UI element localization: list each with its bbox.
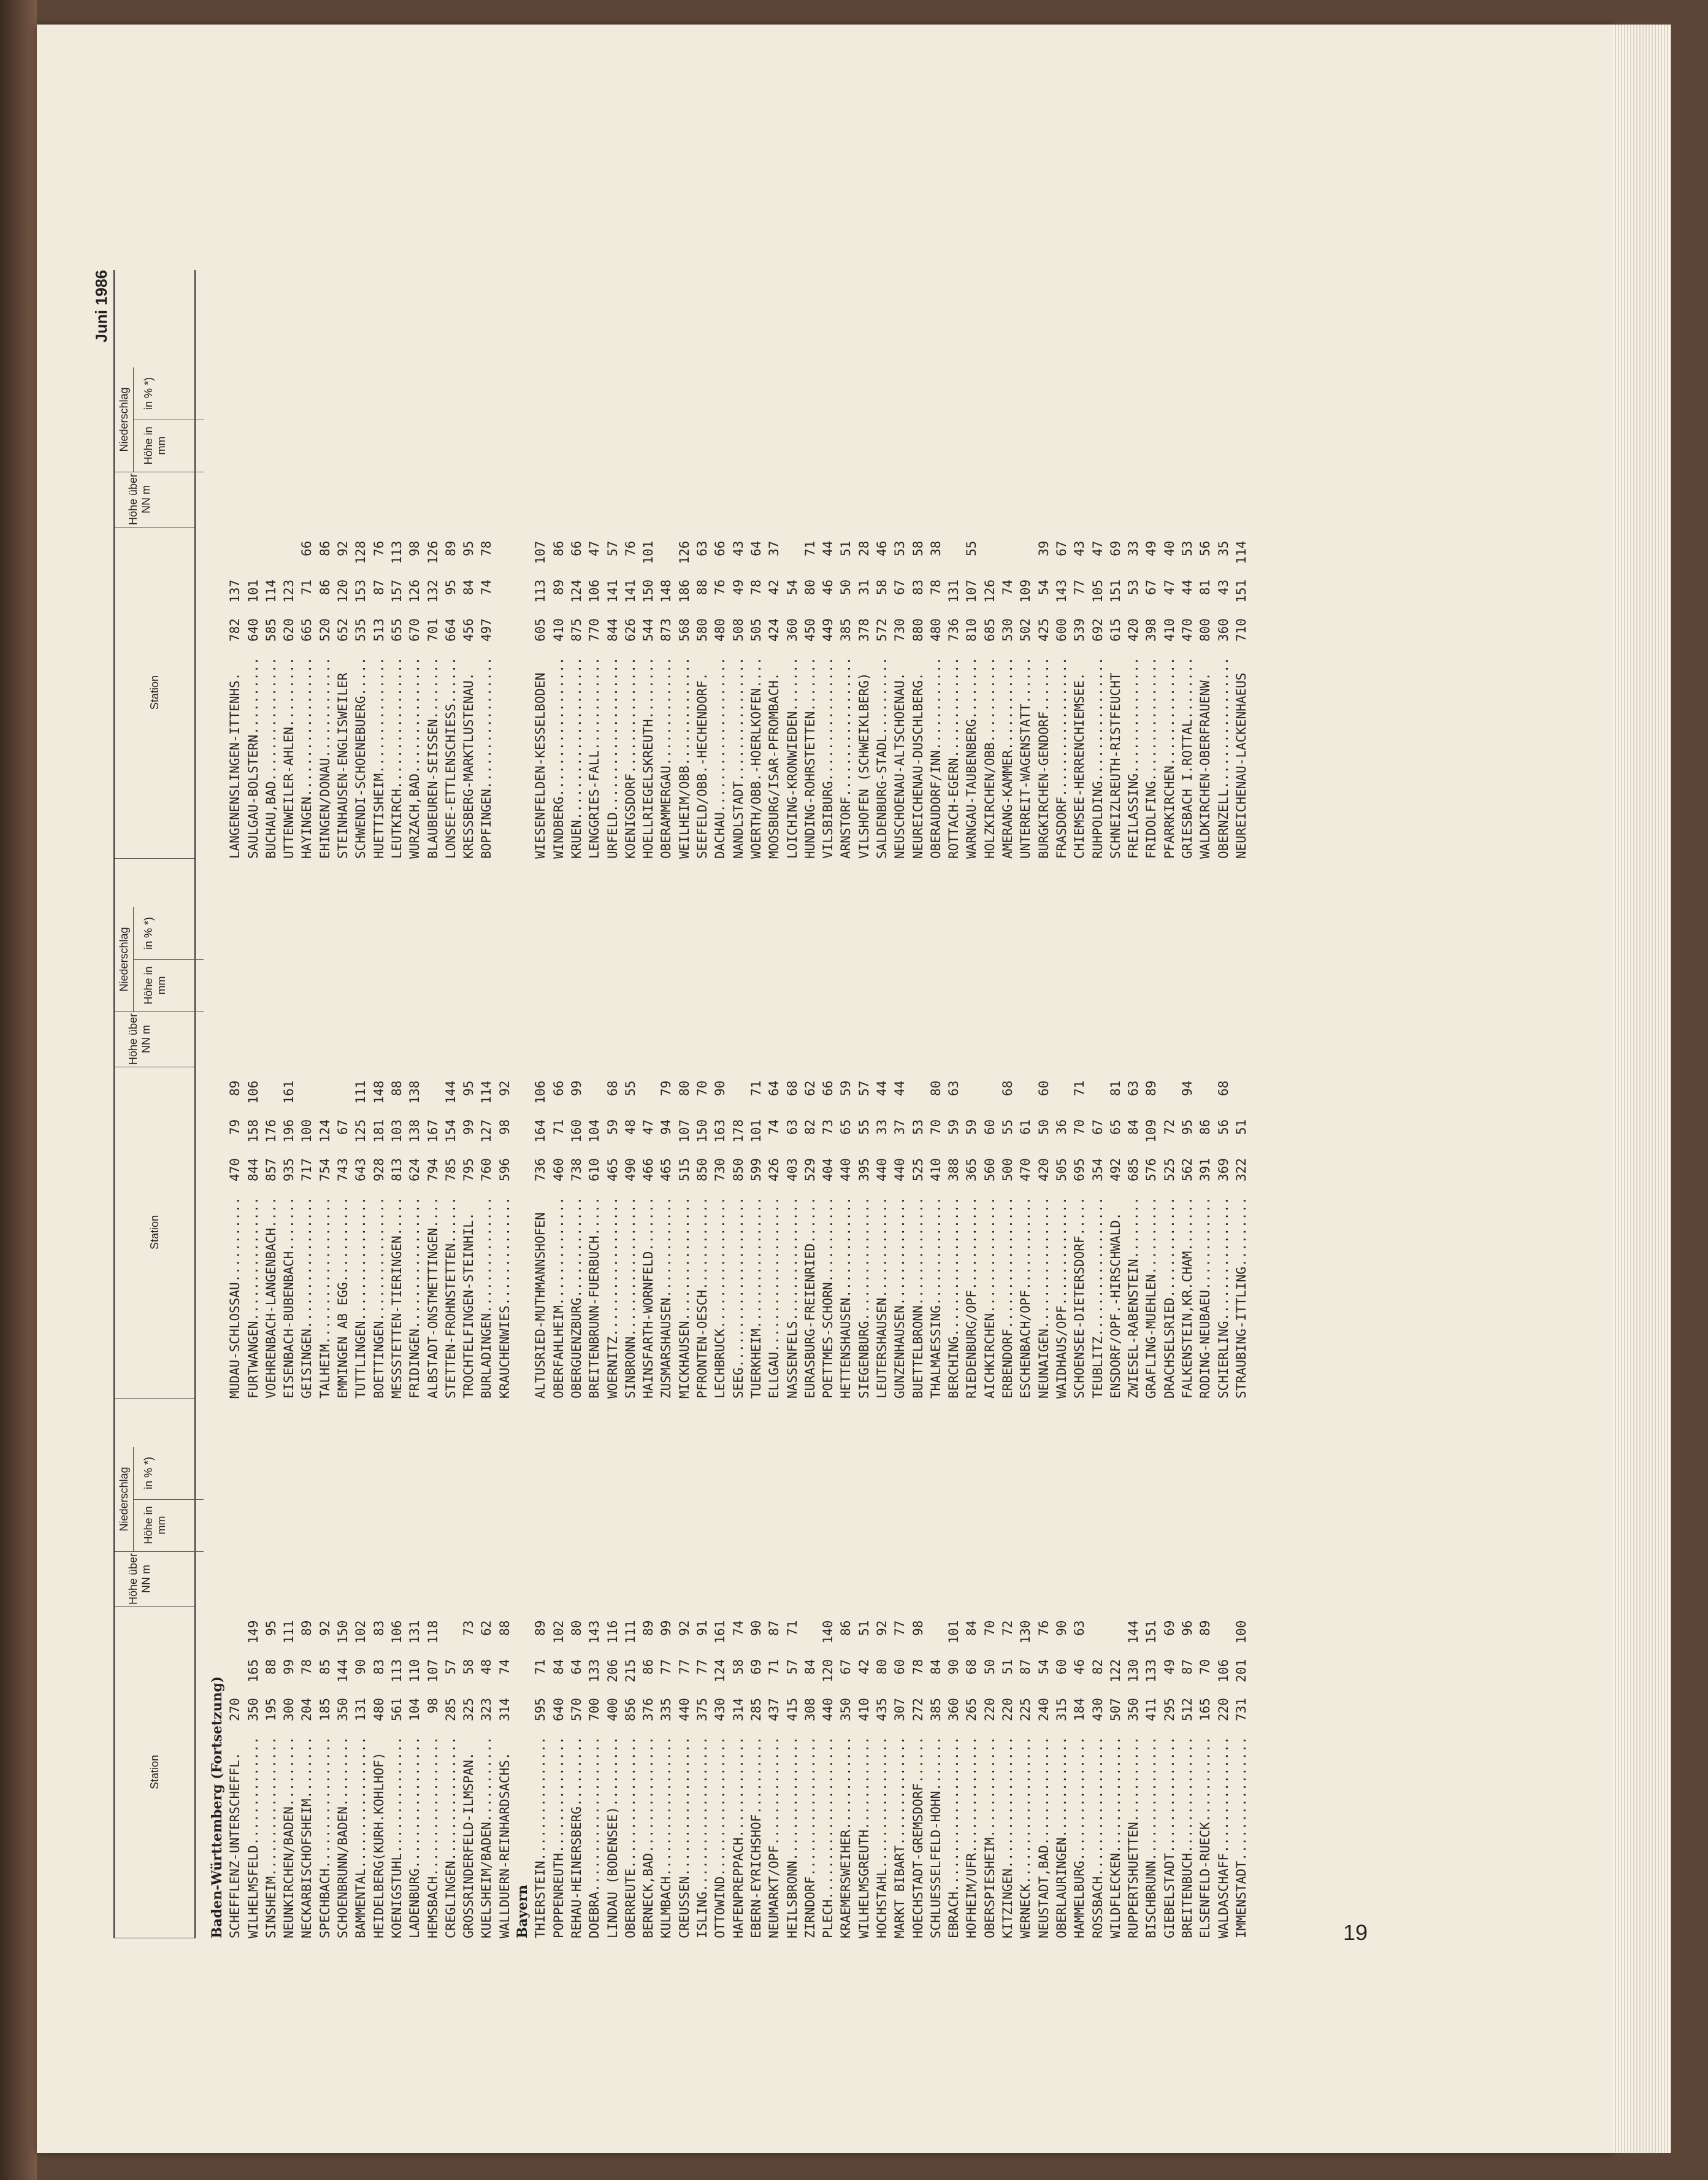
table-row: FRIDINGEN................. 624 138 138 xyxy=(407,1080,423,1399)
table-row: OBERLAURINGEN............. 315 60 90 xyxy=(1054,1620,1069,1938)
table-row: PLECH..................... 440 120 140 xyxy=(821,1620,836,1938)
table-row: OBERFAHLHEIM.............. 460 71 66 xyxy=(551,1080,566,1399)
page-edge xyxy=(1613,25,1671,2153)
table-row: SIEGENBURG................ 395 55 57 xyxy=(856,1080,871,1399)
table-row: BREITENBRUNN-FUERBUCH..... 610 104 xyxy=(587,1080,602,1399)
table-row: LOICHING-KRONWIEDEN....... 360 54 xyxy=(784,540,800,859)
station-header: Station xyxy=(115,1606,194,1938)
height-header: Höhe über NN m xyxy=(115,1011,194,1067)
table-row: BREITENBUCH............... 512 87 96 xyxy=(1180,1620,1195,1938)
table-row: EISENBACH-BUBENBACH....... 935 196 161 xyxy=(281,1080,297,1399)
table-row: ENSDORF/OPF.-HIRSCHWALD. 492 65 81 xyxy=(1108,1080,1123,1399)
table-row: HOLZKIRCHEN/OBB........... 685 126 xyxy=(982,540,997,859)
month-label: Juni 1986 xyxy=(92,270,110,343)
table-row: HEIDELBERG(KURH.KOHLHOF) 480 83 83 xyxy=(371,1620,386,1938)
table-row: NEUREICHENAU-DUSCHLBERG. 880 83 58 xyxy=(910,540,925,859)
table-row: OBERAMMERGAU.............. 873 148 xyxy=(659,540,674,859)
blank-row xyxy=(514,1081,532,1399)
table-row: MOOSBURG/ISAR-PFROMBACH. 424 42 37 xyxy=(767,540,782,859)
table-row: HOELLRIEGELSKREUTH........ 544 150 101 xyxy=(641,540,656,859)
table-row: VOEHRENBACH-LANGENBACH.... 857 176 xyxy=(263,1080,278,1399)
table-row: GRIESBACH I.ROTTAL........ 470 44 53 xyxy=(1180,540,1195,859)
table-row: OBERNZELL................. 360 43 35 xyxy=(1216,540,1231,859)
table-row: STRAUBING-ITTLING......... 322 51 xyxy=(1233,1080,1249,1399)
table-row: KRUEN..................... 875 124 66 xyxy=(569,540,584,859)
table-row: SPECHBACH................. 185 85 92 xyxy=(317,1620,332,1938)
table-row: HETTENSHAUSEN............. 440 65 59 xyxy=(838,1080,854,1399)
table-row: NEUNKIRCHEN/BADEN......... 300 99 111 xyxy=(281,1620,297,1938)
table-row: ZIRNDORF.................. 308 84 xyxy=(802,1620,818,1938)
table-row: SEEG...................... 850 178 xyxy=(730,1080,746,1399)
table-row: DRACHSELSRIED............. 525 72 xyxy=(1162,1080,1177,1399)
table-row: EBERN-EYRICHSHOF.......... 285 69 90 xyxy=(748,1620,764,1938)
table-row: HAMMELBURG................ 184 46 63 xyxy=(1072,1620,1087,1938)
table-row: HUETTISHEIM............... 513 87 76 xyxy=(371,540,386,859)
table-row: BLAUBEUREN-SEISSEN........ 701 132 126 xyxy=(425,540,440,859)
table-row: OBERGUENZBURG............. 738 160 99 xyxy=(569,1080,584,1399)
table-row: LECHBRUCK................. 730 163 90 xyxy=(713,1080,728,1399)
table-row: GUNZENHAUSEN.............. 440 37 44 xyxy=(892,1080,908,1399)
table-row: TEUBLITZ.................. 354 67 xyxy=(1090,1080,1105,1399)
table-row: WERNECK................... 225 87 130 xyxy=(1018,1620,1033,1938)
table-row: WOERNITZ.................. 465 59 68 xyxy=(605,1080,620,1399)
table-row: SINBRONN.................. 490 48 55 xyxy=(622,1080,638,1399)
table-row: ARNSTORF.................. 385 50 51 xyxy=(838,540,854,859)
region-heading: Baden-Württemberg (Fortsetzung) xyxy=(209,1676,225,1938)
table-row: TROCHTELFINGEN-STEINHIL. 795 99 95 xyxy=(461,1080,477,1399)
table-row: GEISINGEN................. 717 100 xyxy=(299,1080,315,1399)
table-row: SCHNEIZLREUTH-RISTFEUCHT 615 151 69 xyxy=(1108,540,1123,859)
table-row: BUETTELBRONN.............. 525 53 xyxy=(910,1080,925,1399)
column-header xyxy=(113,270,196,1938)
table-row: EMMINGEN AB EGG........... 743 67 xyxy=(335,1080,351,1399)
table-row: NEUSTADT,BAD.............. 240 54 76 xyxy=(1036,1620,1051,1938)
table-row: WILHELMSFELD.............. 350 165 149 xyxy=(245,1620,261,1938)
table-row: HAFENPREPPACH............. 314 58 74 xyxy=(730,1620,746,1938)
table-row: LINDAU (BODENSEE)......... 400 206 116 xyxy=(605,1620,620,1938)
table-row: SCHIERLING................ 369 56 68 xyxy=(1216,1080,1231,1399)
table-row: WALDASCHAFF............... 220 106 xyxy=(1216,1620,1231,1938)
table-row: KOENIGSTUHL............... 561 113 106 xyxy=(389,1620,404,1938)
precip-mm-header: Höhe in mm xyxy=(133,959,204,1012)
table-row: WURZACH,BAD............... 670 126 98 xyxy=(407,540,423,859)
table-row: RODING-NEUBAEU............ 391 86 xyxy=(1198,1080,1213,1399)
table-row: SCHWENDI-SCHOENEBUERG..... 535 153 128 xyxy=(353,540,369,859)
table-row: NEUNAIGEN................. 420 50 60 xyxy=(1036,1080,1051,1399)
table-row: BISCHBRUNN................ 411 133 151 xyxy=(1144,1620,1159,1938)
table-row: TUTTLINGEN................ 643 125 111 xyxy=(353,1080,369,1399)
table-row: HEMSBACH.................. 98 107 118 xyxy=(425,1620,440,1938)
table-row: ALBSTADT-ONSTMETTINGEN.... 794 167 xyxy=(425,1080,440,1399)
height-header: Höhe über NN m xyxy=(115,472,194,528)
table-row: DOEBRA.................... 700 133 143 xyxy=(587,1620,602,1938)
table-row: GROSSRINDERFELD-ILMSPAN. 325 58 73 xyxy=(461,1620,477,1938)
table-row: SAULGAU-BOLSTERN.......... 640 101 xyxy=(245,540,261,859)
table-row: FRASDORF.................. 600 143 67 xyxy=(1054,540,1069,859)
blank-row xyxy=(496,541,514,859)
table-row: POPPENREUTH............... 640 84 102 xyxy=(551,1620,566,1938)
table-row: AICHKIRCHEN............... 560 60 xyxy=(982,1080,997,1399)
table-row: HOECHSTADT-GREMSDORF...... 272 78 98 xyxy=(910,1620,925,1938)
table-row: WILHELMSGREUTH............ 410 42 51 xyxy=(856,1620,871,1938)
table-row: OBERREUTE................. 856 215 111 xyxy=(622,1620,638,1938)
table-row: DACHAU.................... 480 76 66 xyxy=(713,540,728,859)
table-row: RUHPOLDING................ 692 105 47 xyxy=(1090,540,1105,859)
table-row: FRIDOLFING................ 398 67 49 xyxy=(1144,540,1159,859)
table-row: BERCHING.................. 388 59 63 xyxy=(946,1080,962,1399)
table-row: WIESENFELDEN-KESSELBODEN 605 113 107 xyxy=(533,540,548,859)
table-row: PFARRKIRCHEN.............. 410 47 40 xyxy=(1162,540,1177,859)
table-row: MICKHAUSEN................ 515 107 80 xyxy=(676,1080,692,1399)
table-row: BOPFINGEN................. 497 74 78 xyxy=(479,540,494,859)
table-row: MESSSTETTEN-TIERINGEN..... 813 103 88 xyxy=(389,1080,404,1399)
table-row: VILSHOFEN (SCHWEIKLBERG) 378 31 28 xyxy=(856,540,871,859)
table-row: FREILASSING............... 420 53 33 xyxy=(1126,540,1141,859)
rotated-table xyxy=(92,270,1319,1938)
table-row: BUCHAU,BAD................ 585 114 xyxy=(263,540,278,859)
table-column-2 xyxy=(209,1081,1250,1399)
precip-pct-header: in % *) xyxy=(133,367,204,420)
table-row: EURASBURG-FREIENRIED...... 529 82 62 xyxy=(802,1080,818,1399)
table-row: UTTENWEILER-AHLEN......... 620 123 xyxy=(281,540,297,859)
table-row: RUPPERTSHUETTEN........... 350 130 144 xyxy=(1126,1620,1141,1938)
table-row: ISLING.................... 375 77 91 xyxy=(695,1620,710,1938)
table-row: ERBENDORF................. 500 55 68 xyxy=(1000,1080,1016,1399)
table-row: REHAU-HEINERSBERG......... 570 64 80 xyxy=(569,1620,584,1938)
region-heading: Bayern xyxy=(515,1884,531,1938)
table-row: KRAUCHENWIES.............. 596 98 92 xyxy=(497,1080,512,1399)
table-row: BURLADINGEN............... 760 127 114 xyxy=(479,1080,494,1399)
table-row: EHINGEN/DONAU............. 520 86 86 xyxy=(317,540,332,859)
table-row: KRESSBERG-MARKTLUSTENAU. 456 84 95 xyxy=(461,540,477,859)
table-row: FURTWANGEN................ 844 158 106 xyxy=(245,1080,261,1399)
table-row: THALMAESSING.............. 410 70 80 xyxy=(928,1080,943,1399)
table-row: TALHEIM................... 754 124 xyxy=(317,1080,332,1399)
table-row: NANDLSTADT................ 508 49 43 xyxy=(730,540,746,859)
table-row: ELLGAU.................... 426 74 64 xyxy=(767,1080,782,1399)
table-row: MARKT BIBART.............. 307 60 77 xyxy=(892,1620,908,1938)
table-row: SCHOENSEE-DIETERSDORF..... 695 70 71 xyxy=(1072,1080,1087,1399)
table-row: ROSSBACH.................. 430 82 xyxy=(1090,1620,1105,1938)
table-row: URFELD.................... 844 141 57 xyxy=(605,540,620,859)
table-row: LANGENENSLINGEN-ITTENHS. 782 137 xyxy=(228,540,243,859)
table-row: BERNECK,BAD............... 376 86 89 xyxy=(641,1620,656,1938)
table-row: TUERKHEIM................. 599 101 71 xyxy=(748,1080,764,1399)
table-row: UNTERREIT-WAGENSTATT...... 502 109 xyxy=(1018,540,1033,859)
table-row: POETTMES-SCHORN........... 404 73 66 xyxy=(821,1080,836,1399)
table-row: KRAEMERSWEIHER............ 350 67 86 xyxy=(838,1620,854,1938)
table-row: IMMENSTADT................ 731 201 100 xyxy=(1233,1620,1249,1938)
table-row: HAINSFARTH-WORNFELD....... 466 47 xyxy=(641,1080,656,1399)
table-row: LONSEE-ETTLENSCHIESS...... 664 95 89 xyxy=(443,540,458,859)
table-row: LADENBURG................. 104 110 131 xyxy=(407,1620,423,1938)
table-row: STEINHAUSEN-ENGLISWEILER 652 120 92 xyxy=(335,540,351,859)
table-row: WALLDUERN-REINHARDSACHS. 314 74 88 xyxy=(497,1620,512,1938)
table-row: NASSENFELS................ 403 63 68 xyxy=(784,1080,800,1399)
table-row: VILSBIBURG................ 449 46 44 xyxy=(821,540,836,859)
station-header: Station xyxy=(115,527,194,859)
table-row: ROTTACH-EGERN............. 736 131 xyxy=(946,540,962,859)
precip-mm-header: Höhe in mm xyxy=(133,1499,204,1552)
table-row: KUELSHEIM/BADEN........... 323 48 62 xyxy=(479,1620,494,1938)
table-row: NEUMARKT/OPF.............. 437 71 87 xyxy=(767,1620,782,1938)
table-row: SCHOENBRUNN/BADEN......... 350 144 150 xyxy=(335,1620,351,1938)
blank-row xyxy=(514,541,532,859)
table-row: BAMMENTAL................. 131 90 102 xyxy=(353,1620,369,1938)
table-row: THIERSTEIN................ 595 71 89 xyxy=(533,1620,548,1938)
table-row: CHIEMSEE-HERRENCHIEMSEE. 539 77 43 xyxy=(1072,540,1087,859)
table-row: WEILHEIM/OBB.............. 568 186 126 xyxy=(676,540,692,859)
table-row: WINDBERG.................. 410 89 86 xyxy=(551,540,566,859)
table-row: ALTUSRIED-MUTHMANNSHOFEN 736 164 106 xyxy=(533,1080,548,1399)
table-row: MUDAU-SCHLOSSAU........... 470 79 89 xyxy=(228,1080,243,1399)
table-row: OBERAUDORF/INN............ 480 78 38 xyxy=(928,540,943,859)
precip-pct-header: in % *) xyxy=(133,907,204,960)
precip-header: Niederschlag xyxy=(115,907,134,1012)
table-row: LEUTKIRCH................. 655 157 113 xyxy=(389,540,404,859)
table-row: WARNGAU-TAUBENBERG........ 810 107 55 xyxy=(964,540,979,859)
table-row: WAIDHAUS/OPF.............. 505 36 xyxy=(1054,1080,1069,1399)
table-row: WALDKIRCHEN-OBERFRAUENW. 800 81 56 xyxy=(1198,540,1213,859)
table-row: LEUTERSHAUSEN............. 440 33 44 xyxy=(874,1080,889,1399)
table-row: HOFHEIM/UFR............... 265 68 84 xyxy=(964,1620,979,1938)
table-row: NEUSCHOENAU-ALTSCHOENAU. 730 67 53 xyxy=(892,540,908,859)
table-row: KULMBACH.................. 335 77 99 xyxy=(659,1620,674,1938)
table-row: NECKARBISCHOFSHEIM........ 204 78 89 xyxy=(299,1620,315,1938)
table-row: OBERSPIESHEIM............. 220 50 70 xyxy=(982,1620,997,1938)
table-row: GRAFLING-MUEHLEN.......... 576 109 89 xyxy=(1144,1080,1159,1399)
table-row: NEUREICHENAU-LACKENHAEUS 710 151 114 xyxy=(1233,540,1249,859)
table-row: SALDENBURG-STADL.......... 572 58 46 xyxy=(874,540,889,859)
page-number: 19 xyxy=(1343,1920,1368,1945)
table-row: AMERANG-KAMMER............ 530 74 xyxy=(1000,540,1016,859)
table-row: STETTEN-FROHNSTETTEN...... 785 154 144 xyxy=(443,1080,458,1399)
table-row: EBRACH.................... 360 90 101 xyxy=(946,1620,962,1938)
table-row: BURGKIRCHEN-GENDORF....... 425 54 39 xyxy=(1036,540,1051,859)
table-row: RIEDENBURG/OPF............ 365 59 xyxy=(964,1080,979,1399)
table-row: WILDFLECKEN............... 507 122 xyxy=(1108,1620,1123,1938)
book-spine xyxy=(0,0,37,2180)
precip-pct-header: in % *) xyxy=(133,1447,204,1500)
table-row: ZUSMARSHAUSEN............. 465 94 79 xyxy=(659,1080,674,1399)
table-row: CREGLINGEN................ 285 57 xyxy=(443,1620,458,1938)
station-header: Station xyxy=(115,1067,194,1399)
table-row: HEILSBRONN................ 415 57 71 xyxy=(784,1620,800,1938)
table-row: WOERTH/OBB.-HOERLKOFEN.... 505 78 64 xyxy=(748,540,764,859)
blank-row xyxy=(209,541,226,859)
table-row: SCHEFFLENZ-UNTERSCHEFFL. 270 xyxy=(228,1620,243,1938)
table-row: ESCHENBACH/OPF............ 470 61 xyxy=(1018,1080,1033,1399)
table-row: KOENIGSDORF............... 626 141 76 xyxy=(622,540,638,859)
table-row: SEEFELD/OBB.-HECHENDORF. 580 88 63 xyxy=(695,540,710,859)
table-row: OTTOWIND.................. 430 124 161 xyxy=(713,1620,728,1938)
blank-row xyxy=(209,1081,226,1399)
precip-mm-header: Höhe in mm xyxy=(133,420,204,472)
table-row: ELSENFELD-RUECK........... 165 70 89 xyxy=(1198,1620,1213,1938)
table-row: SINSHEIM.................. 195 88 95 xyxy=(263,1620,278,1938)
table-row: ZWIESEL-RABENSTEIN........ 685 84 63 xyxy=(1126,1080,1141,1399)
table-row: CREUSSEN.................. 440 77 92 xyxy=(676,1620,692,1938)
table-row: FALKENSTEIN,KR.CHAM....... 562 95 94 xyxy=(1180,1080,1195,1399)
precip-header: Niederschlag xyxy=(115,1447,134,1552)
table-row: HOCHSTAHL................. 435 80 92 xyxy=(874,1620,889,1938)
table-row: PFRONTEN-OESCH............ 850 150 70 xyxy=(695,1080,710,1399)
table-row: LENGGRIES-FALL............ 770 106 47 xyxy=(587,540,602,859)
table-row: HUNDING-ROHRSTETTEN....... 450 80 71 xyxy=(802,540,818,859)
table-column-3 xyxy=(209,541,1250,859)
precip-header: Niederschlag xyxy=(115,367,134,472)
table-row: HAYINGEN.................. 665 71 66 xyxy=(299,540,315,859)
table-row: GIEBELSTADT............... 295 49 69 xyxy=(1162,1620,1177,1938)
table-row: BOETTINGEN................ 928 181 148 xyxy=(371,1080,386,1399)
table-column-1 xyxy=(209,1621,1250,1938)
table-row: SCHLUESSELFELD-HOHN....... 385 84 xyxy=(928,1620,943,1938)
height-header: Höhe über NN m xyxy=(115,1551,194,1607)
table-row: KITZINGEN................. 220 51 72 xyxy=(1000,1620,1016,1938)
